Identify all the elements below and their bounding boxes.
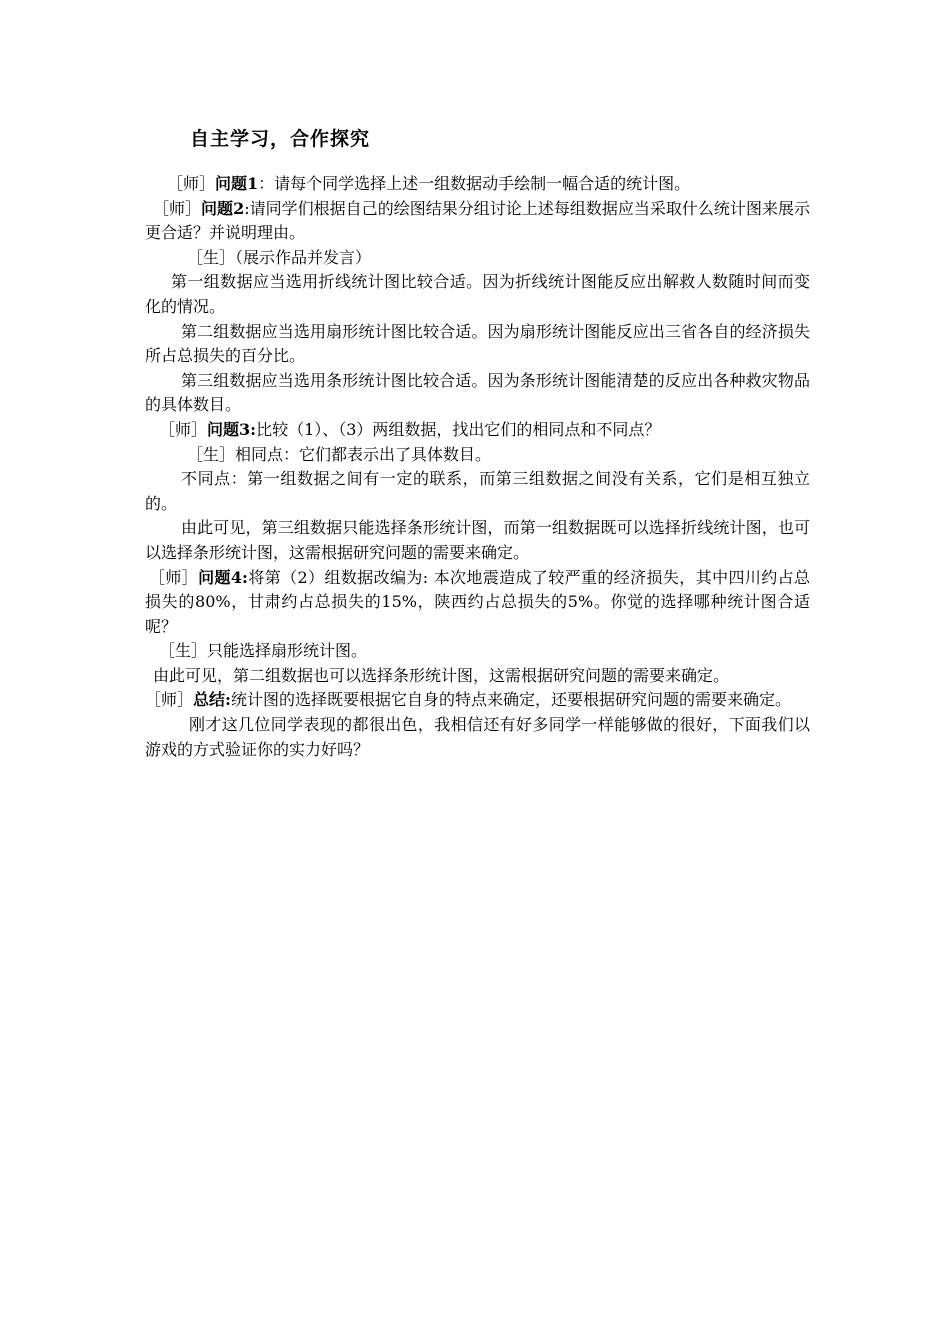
summary-label: 总结: bbox=[193, 690, 231, 710]
closing-remark: 刚才这几位同学表现的都很出色，我相信还有好多同学一样能够做的很好，下面我们以游戏的方式验证你的实力好吗？ bbox=[145, 715, 810, 759]
teacher-tag: ［师］ bbox=[153, 198, 202, 218]
conclusion-1: 由此可见，第三组数据只能选择条形统计图，而第一组数据既可以选择折线统计图，也可以选择条形统计图，这需根据研究问题的需要来确定。 bbox=[145, 518, 810, 562]
question-colon: : bbox=[244, 198, 250, 218]
answer-group-2: 第二组数据应当选用扇形统计图比较合适。因为扇形统计图能反应出三省各自的经济损失所占总损失的百分比。 bbox=[145, 321, 810, 366]
section-heading: 自主学习，合作探究 bbox=[190, 128, 371, 150]
student-pie-answer: ［生］只能选择扇形统计图。 bbox=[159, 641, 368, 661]
teacher-tag: ［师］ bbox=[149, 567, 199, 587]
summary-text: 统计图的选择既要根据它自身的特点来确定，还要根据研究问题的需要来确定。 bbox=[230, 690, 791, 710]
teacher-question-1 bbox=[145, 172, 810, 197]
student-presentation: ［生］（展示作品并发言） bbox=[187, 247, 372, 267]
answer-group-3: 第三组数据应当选用条形统计图比较合适。因为条形统计图能清楚的反应出各种救灾物品的具体数目。 bbox=[145, 370, 810, 415]
teacher-question-4 bbox=[145, 566, 810, 640]
question-text: 比较（1）、（3）两组数据，找出它们的相同点和不同点？ bbox=[256, 419, 661, 439]
teacher-summary bbox=[145, 688, 810, 713]
question-text: 请同学们根据自己的绘图结果分组讨论上述每组数据应当采取什么统计图来展示更合适？并说明理由。 bbox=[145, 198, 810, 243]
teacher-question-2 bbox=[145, 197, 810, 246]
teacher-tag: ［师］ bbox=[159, 419, 208, 439]
document-body bbox=[145, 172, 810, 762]
question-label: 问题3: bbox=[207, 419, 257, 439]
question-label: 问题4: bbox=[198, 567, 248, 587]
teacher-tag: ［师］ bbox=[167, 174, 216, 193]
teacher-question-3 bbox=[145, 418, 810, 443]
student-similarity: ［生］相同点：它们都表示出了具体数目。 bbox=[187, 444, 492, 464]
difference-text: 不同点：第一组数据之间有一定的联系，而第三组数据之间没有关系，它们是相互独立的。 bbox=[145, 469, 810, 513]
question-text: 将第（2）组数据改编为: 本次地震造成了较严重的经济损失，其中四川约占总损失的80%，甘肃约占总损失的15%，陕西约占总损失的5%。你觉的选择哪种统计图合适呢？ bbox=[145, 567, 810, 636]
teacher-tag: ［师］ bbox=[145, 690, 194, 710]
question-label: 问题1 bbox=[215, 174, 259, 193]
answer-group-1: 第一组数据应当选用折线统计图比较合适。因为折线统计图能反应出解救人数随时间而变化的情况。 bbox=[145, 272, 810, 316]
conclusion-2: 由此可见，第二组数据也可以选择条形统计图，这需根据研究问题的需要来确定。 bbox=[153, 665, 730, 685]
question-text: 请每个同学选择上述一组数据动手绘制一幅合适的统计图。 bbox=[274, 174, 691, 193]
question-label: 问题2 bbox=[201, 198, 245, 218]
question-colon: ： bbox=[258, 174, 275, 193]
